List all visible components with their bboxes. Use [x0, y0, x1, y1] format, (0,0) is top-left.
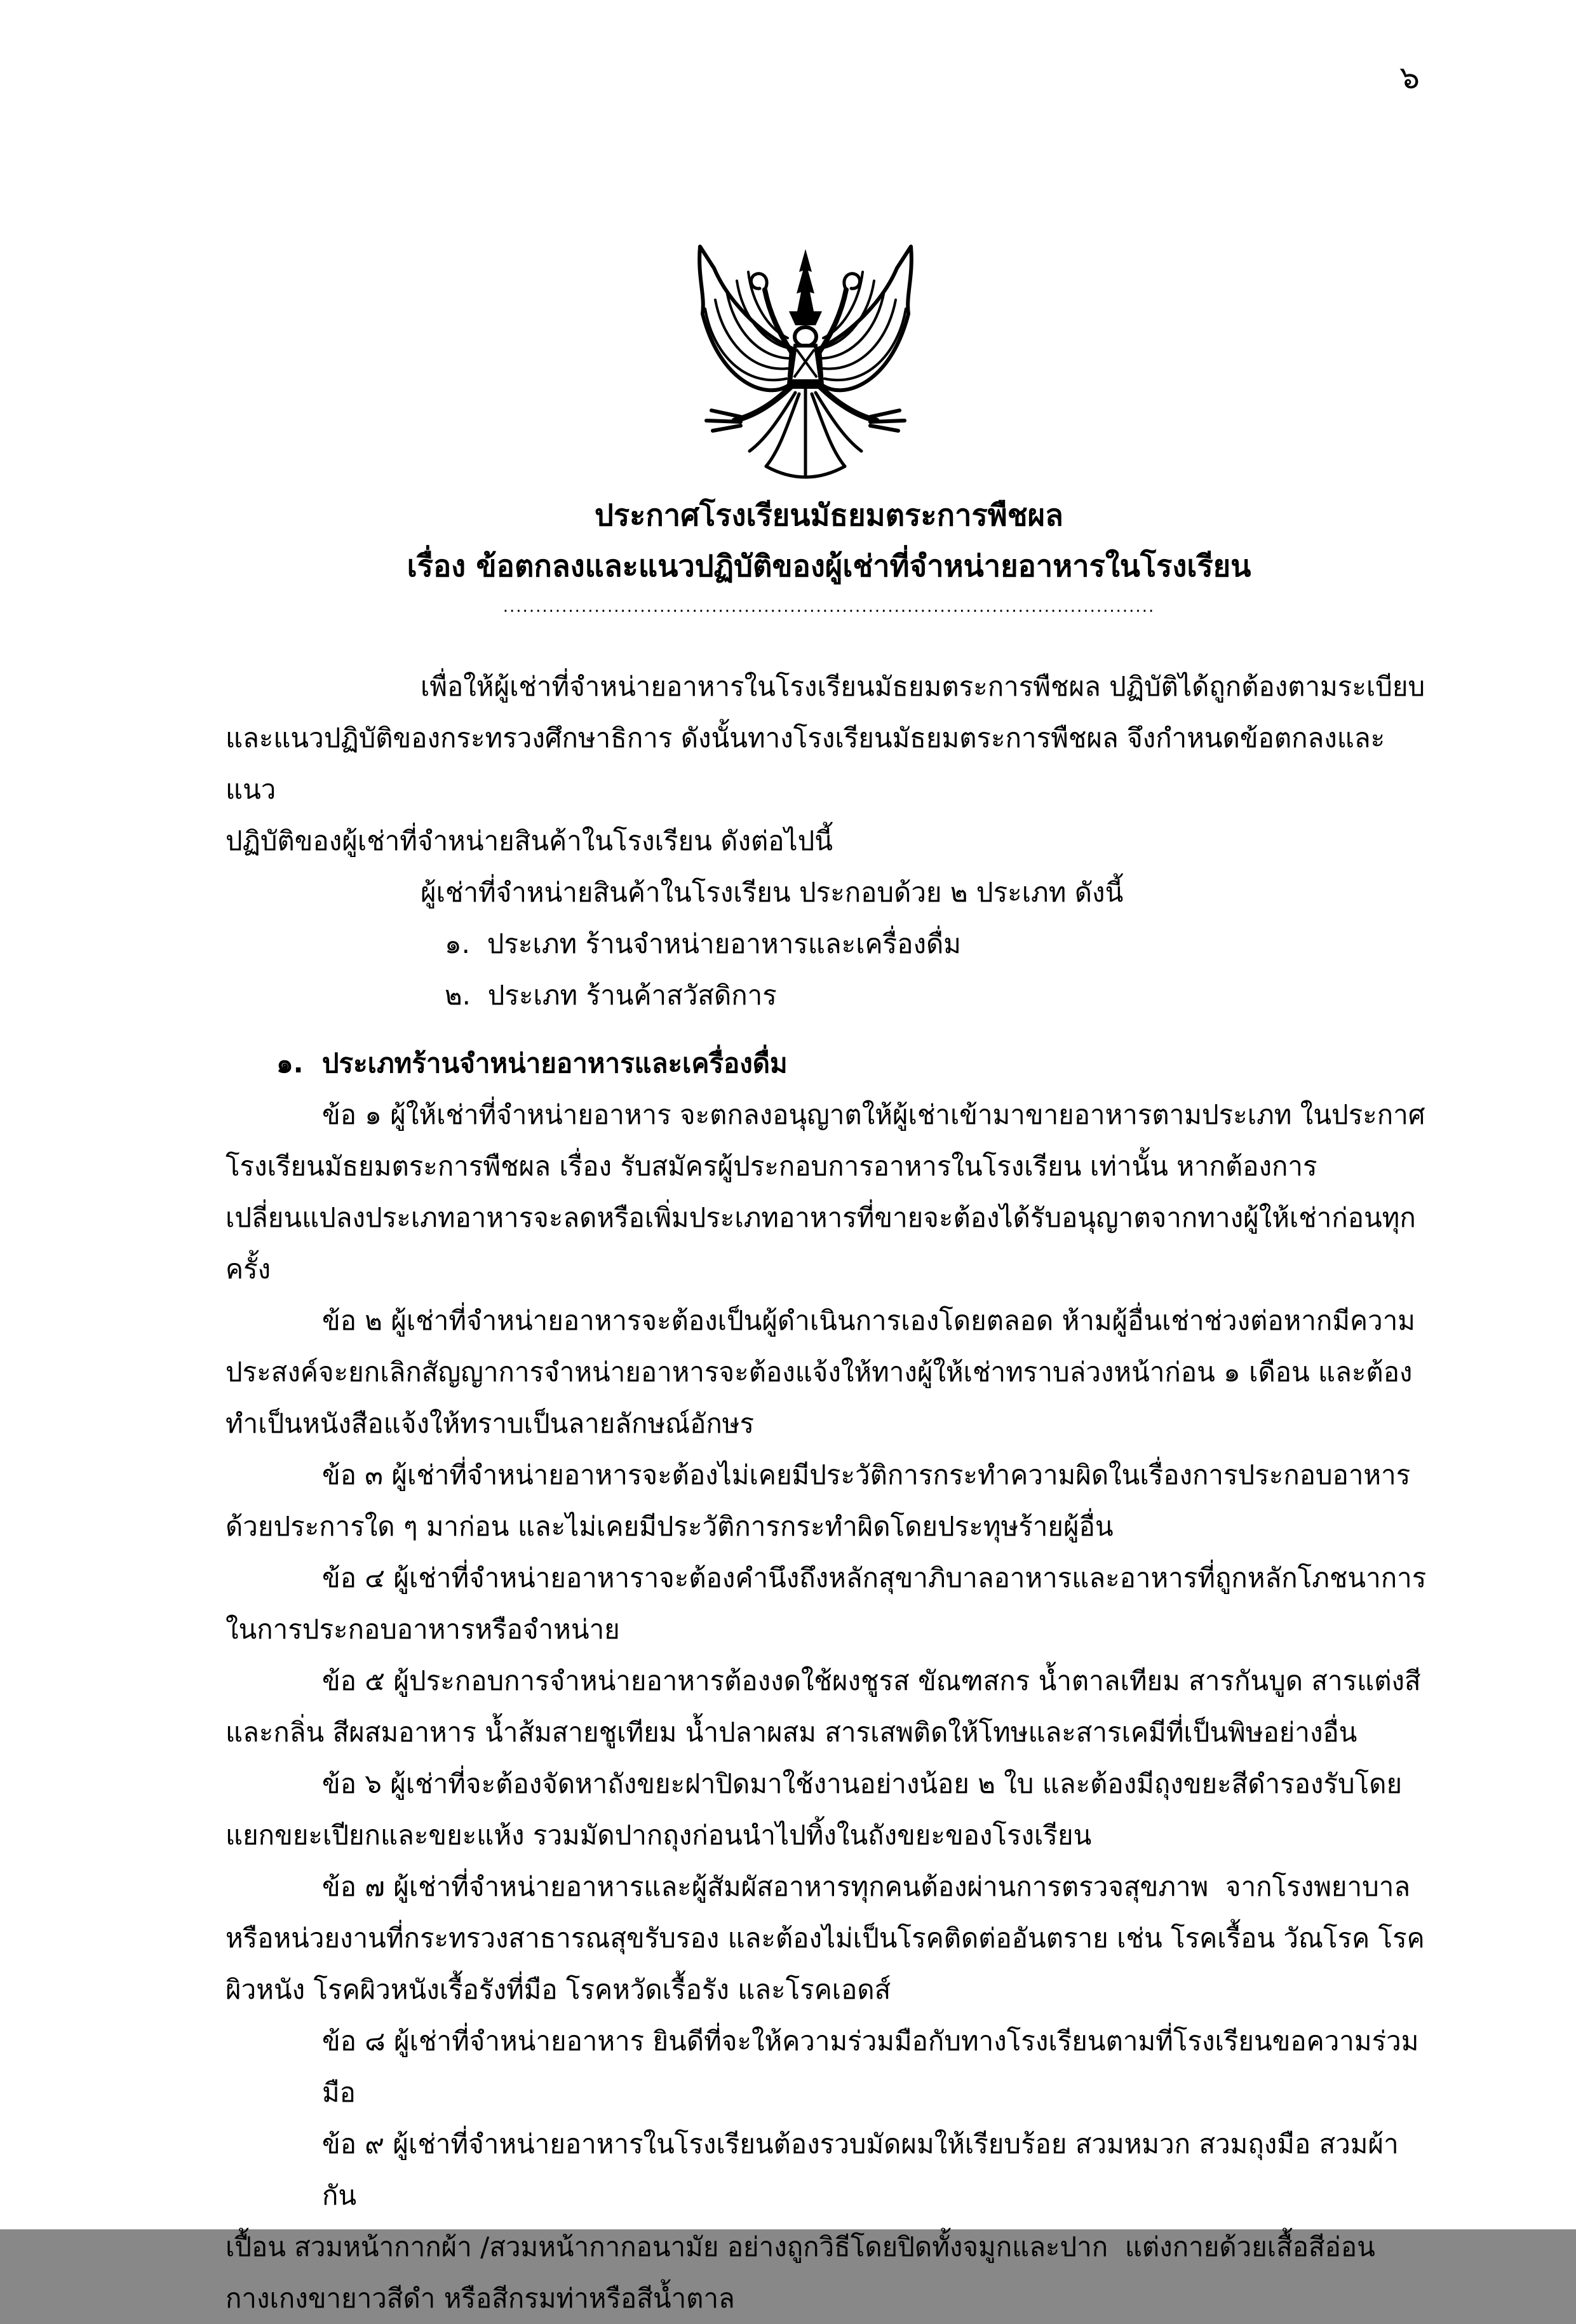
body-line: ๑. ประเภท ร้านจำหน่ายอาหารและเครื่องดื่ม — [445, 928, 961, 959]
body-line: ข้อ ๔ ผู้เช่าที่จำหน่ายอาหาราจะต้องคำนึงถึงหลักสุขาภิบาลอาหารและอาหารที่ถูกหลักโภชนาการ — [322, 1562, 1427, 1593]
body-line: แยกขยะเปียกและขยะแห้ง รวมมัดปากถุงก่อนนำไปทิ้งในถังขยะของโรงเรียน — [226, 1820, 1092, 1851]
body-line: เพื่อให้ผู้เช่าที่จำหน่ายอาหารในโรงเรียนมัธยมตระการพืชผล ปฏิบัติได้ถูกต้องตามระเบียบ — [421, 671, 1425, 702]
body-line: ข้อ ๘ ผู้เช่าที่จำหน่ายอาหาร ยินดีที่จะให้ความร่วมมือกับทางโรงเรียนตามที่โรงเรียนขอความร่วมมือ — [322, 2025, 1419, 2108]
body-line: เปลี่ยนแปลงประเภทอาหารจะลดหรือเพิ่มประเภทอาหารที่ขายจะต้องได้รับอนุญาตจากทางผู้ให้เช่าก่อนทุก — [226, 1202, 1416, 1233]
garuda-emblem-icon — [694, 240, 917, 484]
body-line: ผิวหนัง โรคผิวหนังเรื้อรังที่มือ โรคหวัดเรื้อรัง และโรคเอดส์ — [226, 1974, 891, 2005]
document-subject: เรื่อง ข้อตกลงและแนวปฏิบัติของผู้เช่าที่จำหน่ายอาหารในโรงเรียน — [407, 549, 1251, 584]
body-line: ปฏิบัติของผู้เช่าที่จำหน่ายสินค้าในโรงเรียน ดังต่อไปนี้ — [226, 825, 833, 856]
document-title: ประกาศโรงเรียนมัธยมตระการพืชผล — [595, 498, 1063, 533]
body-line: ข้อ ๖ ผู้เช่าที่จะต้องจัดหาถังขยะฝาปิดมาใช้งานอย่างน้อย ๒ ใบ และต้องมีถุงขยะสีดำรองรับโดย — [322, 1768, 1403, 1799]
body-line: ๑. ประเภทร้านจำหน่ายอาหารและเครื่องดื่ม — [276, 1048, 788, 1079]
body-line: ข้อ ๑ ผู้ให้เช่าที่จำหน่ายอาหาร จะตกลงอนุญาตให้ผู้เช่าเข้ามาขายอาหารตามประเภท ในประกาศ — [322, 1099, 1425, 1130]
body-line: กางเกงขายาวสีดำ หรือสีกรมท่าหรือสีน้ำตาล — [226, 2283, 735, 2314]
body-line: และแนวปฏิบัติของกระทรวงศึกษาธิการ ดังนั้นทางโรงเรียนมัธยมตระการพืชผล จึงกำหนดข้อตกลงและแนว — [226, 722, 1385, 805]
body-line: ผู้เช่าที่จำหน่ายสินค้าในโรงเรียน ประกอบด้วย ๒ ประเภท ดังนี้ — [421, 877, 1124, 908]
body-line: หรือหน่วยงานที่กระทรวงสาธารณสุขรับรอง และต้องไม่เป็นโรคติดต่ออันตราย เช่น โรคเรื้อน วัณโรค โรค — [226, 1922, 1425, 1954]
body-line: ข้อ ๙ ผู้เช่าที่จำหน่ายอาหารในโรงเรียนต้องรวบมัดผมให้เรียบร้อย สวมหมวก สวมถุงมือ สวมผ้ากัน — [322, 2128, 1399, 2211]
body-line: ด้วยประการใด ๆ มาก่อน และไม่เคยมีประวัติการกระทำผิดโดยประทุษร้ายผู้อื่น — [226, 1511, 1114, 1542]
body-line: ทำเป็นหนังสือแจ้งให้ทราบเป็นลายลักษณ์อักษร — [226, 1408, 755, 1439]
body-line: ในการประกอบอาหารหรือจำหน่าย — [226, 1614, 620, 1645]
body-line: ข้อ ๒ ผู้เช่าที่จำหน่ายอาหารจะต้องเป็นผู้ดำเนินการเองโดยตลอด ห้ามผู้อื่นเช่าช่วงต่อหากมีความ — [322, 1305, 1415, 1336]
body-line: ครั้ง — [226, 1253, 271, 1285]
document-header — [226, 490, 1432, 616]
body-line: ข้อ ๗ ผู้เช่าที่จำหน่ายอาหารและผู้สัมผัสอาหารทุกคนต้องผ่านการตรวจสุขภาพ จากโรงพยาบาล — [322, 1871, 1411, 1902]
body-line: เปื้อน สวมหน้ากากผ้า /สวมหน้ากากอนามัย อย่างถูกวิธีโดยปิดทั้งจมูกและปาก แต่งกายด้วยเสื้อสีอ่อน — [226, 2231, 1375, 2262]
body-line: และกลิ่น สีผสมอาหาร น้ำส้มสายชูเทียม น้ำปลาผสม สารเสพติดให้โทษและสารเคมีที่เป็นพิษอย่างอื่น — [226, 1717, 1357, 1748]
document-body — [226, 661, 1432, 2324]
page-number: ๖ — [1399, 59, 1420, 96]
dotted-divider: .................................................................................................... — [502, 597, 1155, 616]
body-line: โรงเรียนมัธยมตระการพืชผล เรื่อง รับสมัครผู้ประกอบการอาหารในโรงเรียน เท่านั้น หากต้องการ — [226, 1151, 1317, 1182]
body-line: ข้อ ๓ ผู้เช่าที่จำหน่ายอาหารจะต้องไม่เคยมีประวัติการกระทำความผิดในเรื่องการประกอบอาหาร — [322, 1459, 1411, 1490]
body-line: ประสงค์จะยกเลิกสัญญาการจำหน่ายอาหารจะต้องแจ้งให้ทางผู้ให้เช่าทราบล่วงหน้าก่อน ๑ เดือน และต้อง — [226, 1356, 1413, 1388]
body-line: ๒. ประเภท ร้านค้าสวัสดิการ — [445, 980, 777, 1011]
body-line: ข้อ ๕ ผู้ประกอบการจำหน่ายอาหารต้องงดใช้ผงชูรส ขัณฑสกร น้ำตาลเทียม สารกันบูด สารแต่งสี — [322, 1665, 1421, 1696]
